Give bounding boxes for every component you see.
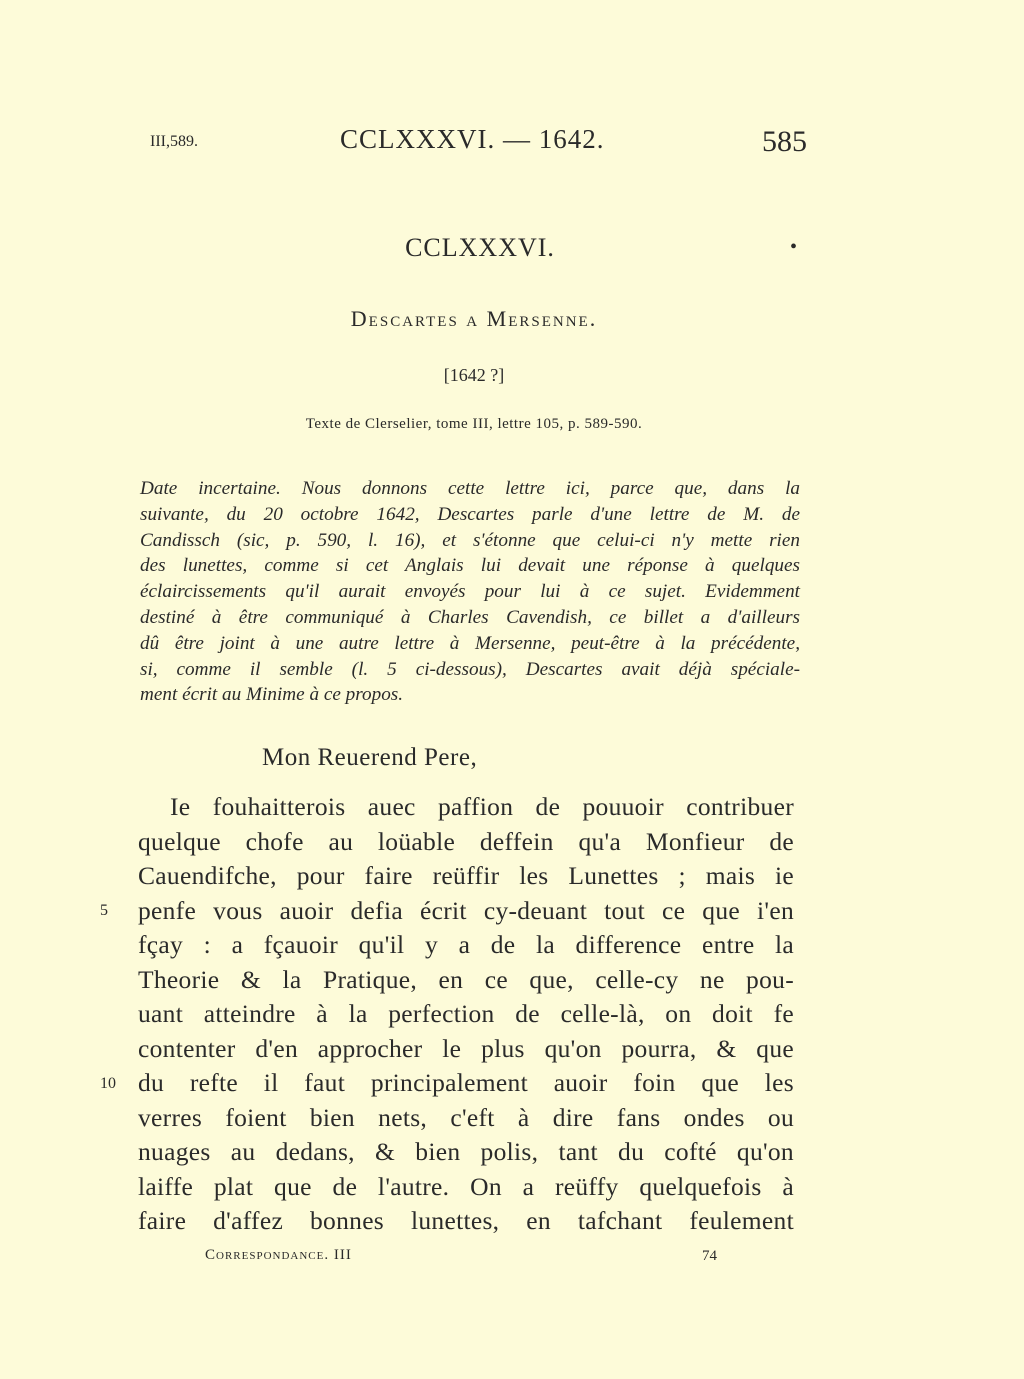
intro-line: Candissch (sic, p. 590, l. 16), et s'étonne que celui-ci n'y mette rien — [140, 529, 800, 551]
source-note: Texte de Clerselier, tome III, lettre 105, p. 589-590. — [305, 416, 643, 432]
salutation: Mon Reuerend Pere, — [262, 744, 478, 771]
signature-number: 74 — [702, 1248, 717, 1264]
intro-line: éclaircissements qu'il aurait envoyés pour lui à ce sujet. Evidemment — [140, 581, 800, 603]
intro-line: des lunettes, comme si cet Anglais lui devait une réponse à quelques — [140, 555, 800, 577]
page-number: 585 — [762, 125, 807, 158]
letter-body — [100, 790, 794, 1239]
letter-date: [1642 ?] — [443, 365, 505, 385]
body-line: verres foient bien nets, c'eft à dire fans ondes ou — [138, 1102, 794, 1132]
intro-line: si, comme il semble (l. 5 ci-dessous), Descartes avait déjà spéciale- — [140, 658, 800, 680]
body-line: penfe vous auoir defia écrit cy-deuant tout ce que i'en — [138, 895, 794, 925]
body-line: Theorie & la Pratique, en ce que, celle-cy ne pou- — [138, 964, 794, 994]
intro-line: ment écrit au Minime à ce propos. — [140, 684, 404, 706]
intro-line: Date incertaine. Nous donnons cette lettre ici, parce que, dans la — [140, 478, 800, 499]
intro-line: suivante, du 20 octobre 1642, Descartes parle d'une lettre de M. de — [140, 503, 800, 525]
signature-mark: Correspondance. III — [205, 1247, 352, 1263]
body-line: nuages au dedans, & bien polis, tant du cofté qu'on — [138, 1137, 794, 1166]
body-line: laiffe plat que de l'autre. On a reüffy quelquefois à — [138, 1171, 794, 1201]
body-line: quelque chofe au loüable deffein qu'a Monfieur de — [138, 826, 794, 856]
body-line: faire d'affez bonnes lunettes, en tafchant feulement — [138, 1206, 794, 1235]
letter-number: CCLXXXVI. — [405, 233, 555, 262]
intro-line: destiné à être communiqué à Charles Cavendish, ce billet a d'ailleurs — [140, 606, 800, 628]
body-line: uant atteindre à la perfection de celle-là, on doit fe — [138, 999, 794, 1028]
body-line: du refte il faut principalement auoir foin que les — [138, 1068, 794, 1097]
volume-reference: III,589. — [150, 133, 198, 150]
body-line: Ie fouhaitterois auec paffion de pouuoir contribuer — [170, 792, 794, 821]
body-line: fçay : a fçauoir qu'il y a de la difference entre la — [138, 930, 794, 959]
body-line: Cauendifche, pour faire reüffir les Lunettes ; mais ie — [138, 861, 794, 890]
body-line: contenter d'en approcher le plus qu'on pourra, & que — [138, 1033, 794, 1063]
running-title: CCLXXXVI. — 1642. — [340, 124, 605, 154]
line-number-10: 10 — [100, 1075, 116, 1092]
editorial-introduction — [140, 476, 800, 708]
printer-dot: • — [790, 236, 798, 258]
line-number-5: 5 — [100, 902, 108, 919]
intro-line: dû être joint à une autre lettre à Mersenne, peut-être à la précédente, — [140, 632, 800, 654]
letter-heading: Descartes a Mersenne. — [350, 306, 598, 331]
